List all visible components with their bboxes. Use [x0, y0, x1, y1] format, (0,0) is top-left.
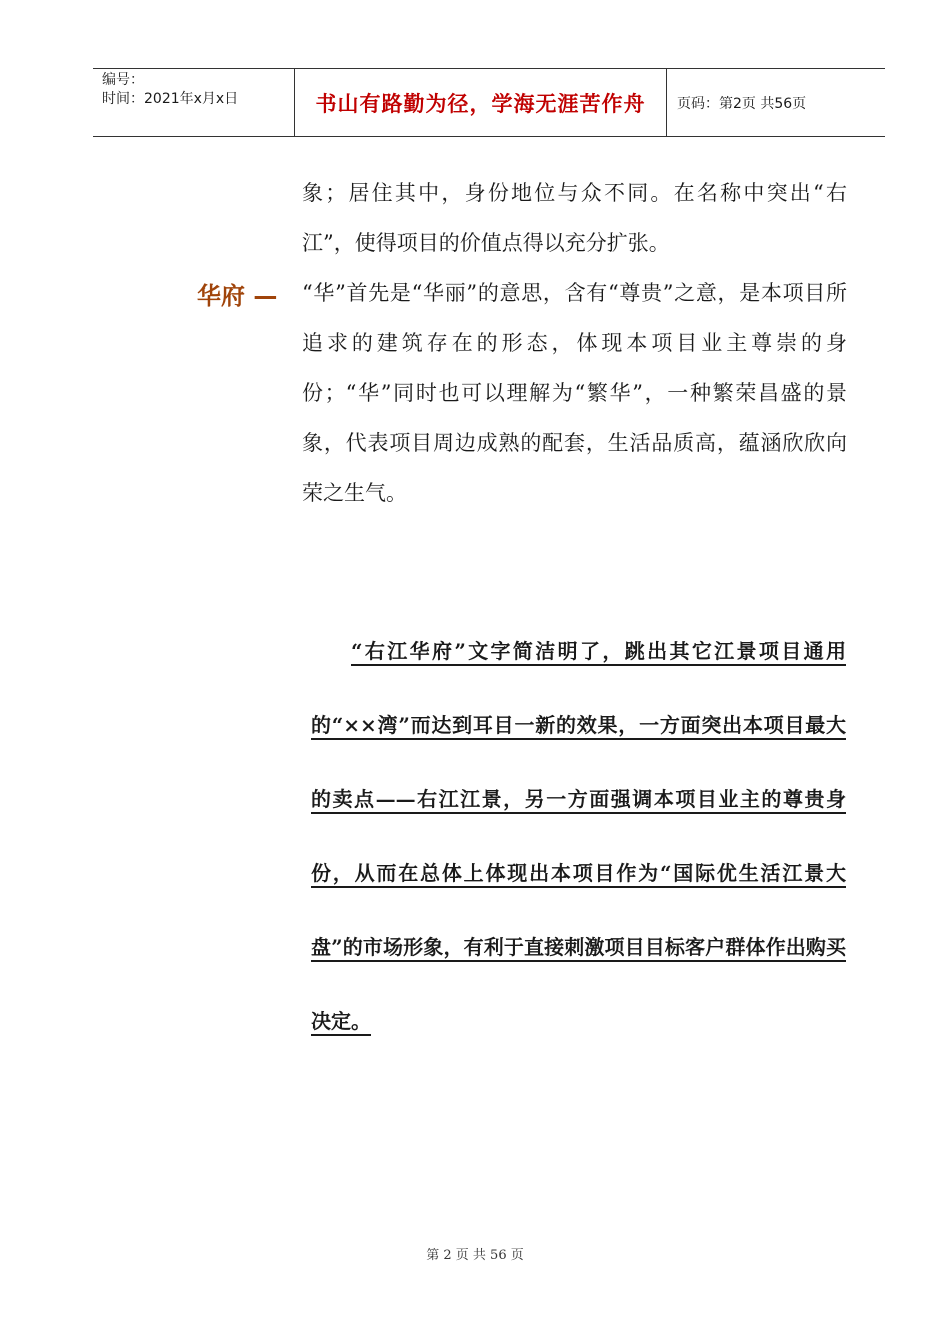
document-time: 时间：2021年x月x日 [102, 91, 239, 107]
header-meta [93, 69, 295, 136]
term-heading: 华府 — [197, 282, 278, 310]
intro-text: 象；居住其中，身份地位与众不同。在名称中突出“右江”，使得项目的价值点得以充分扩张。 [302, 181, 847, 255]
document-number-label: 编号： [102, 72, 144, 88]
page-header [93, 68, 885, 137]
page-footer: 第 2 页 共 56 页 [426, 1248, 524, 1263]
summary-text: “右江华府”文字简洁明了，跳出其它江景项目通用的“××湾”而达到耳目一新的效果，一方面突出本项目最大的卖点——右江江景，另一方面强调本项目业主的尊贵身份，从而在总体上体现出本项目作为“国际优生活江景大盘”的市场形象，有利于直接刺激项目目标客户群体作出购买决定。 [311, 639, 846, 1033]
intro-paragraph [302, 168, 847, 268]
header-page-info: 页码：第2页 共56页 [677, 95, 807, 112]
term-description: “华”首先是“华丽”的意思，含有“尊贵”之意，是本项目所追求的建筑存在的形态，体现本项目业主尊崇的身份；“华”同时也可以理解为“繁华”，一种繁荣昌盛的景象，代表项目周边成熟的配套，生活品质高，蕴涵欣欣向荣之生气。 [302, 281, 847, 505]
header-motto: 书山有路勤为径，学海无涯苦作舟 [295, 69, 667, 136]
summary-paragraph [311, 614, 846, 1058]
term-paragraph [302, 268, 847, 518]
